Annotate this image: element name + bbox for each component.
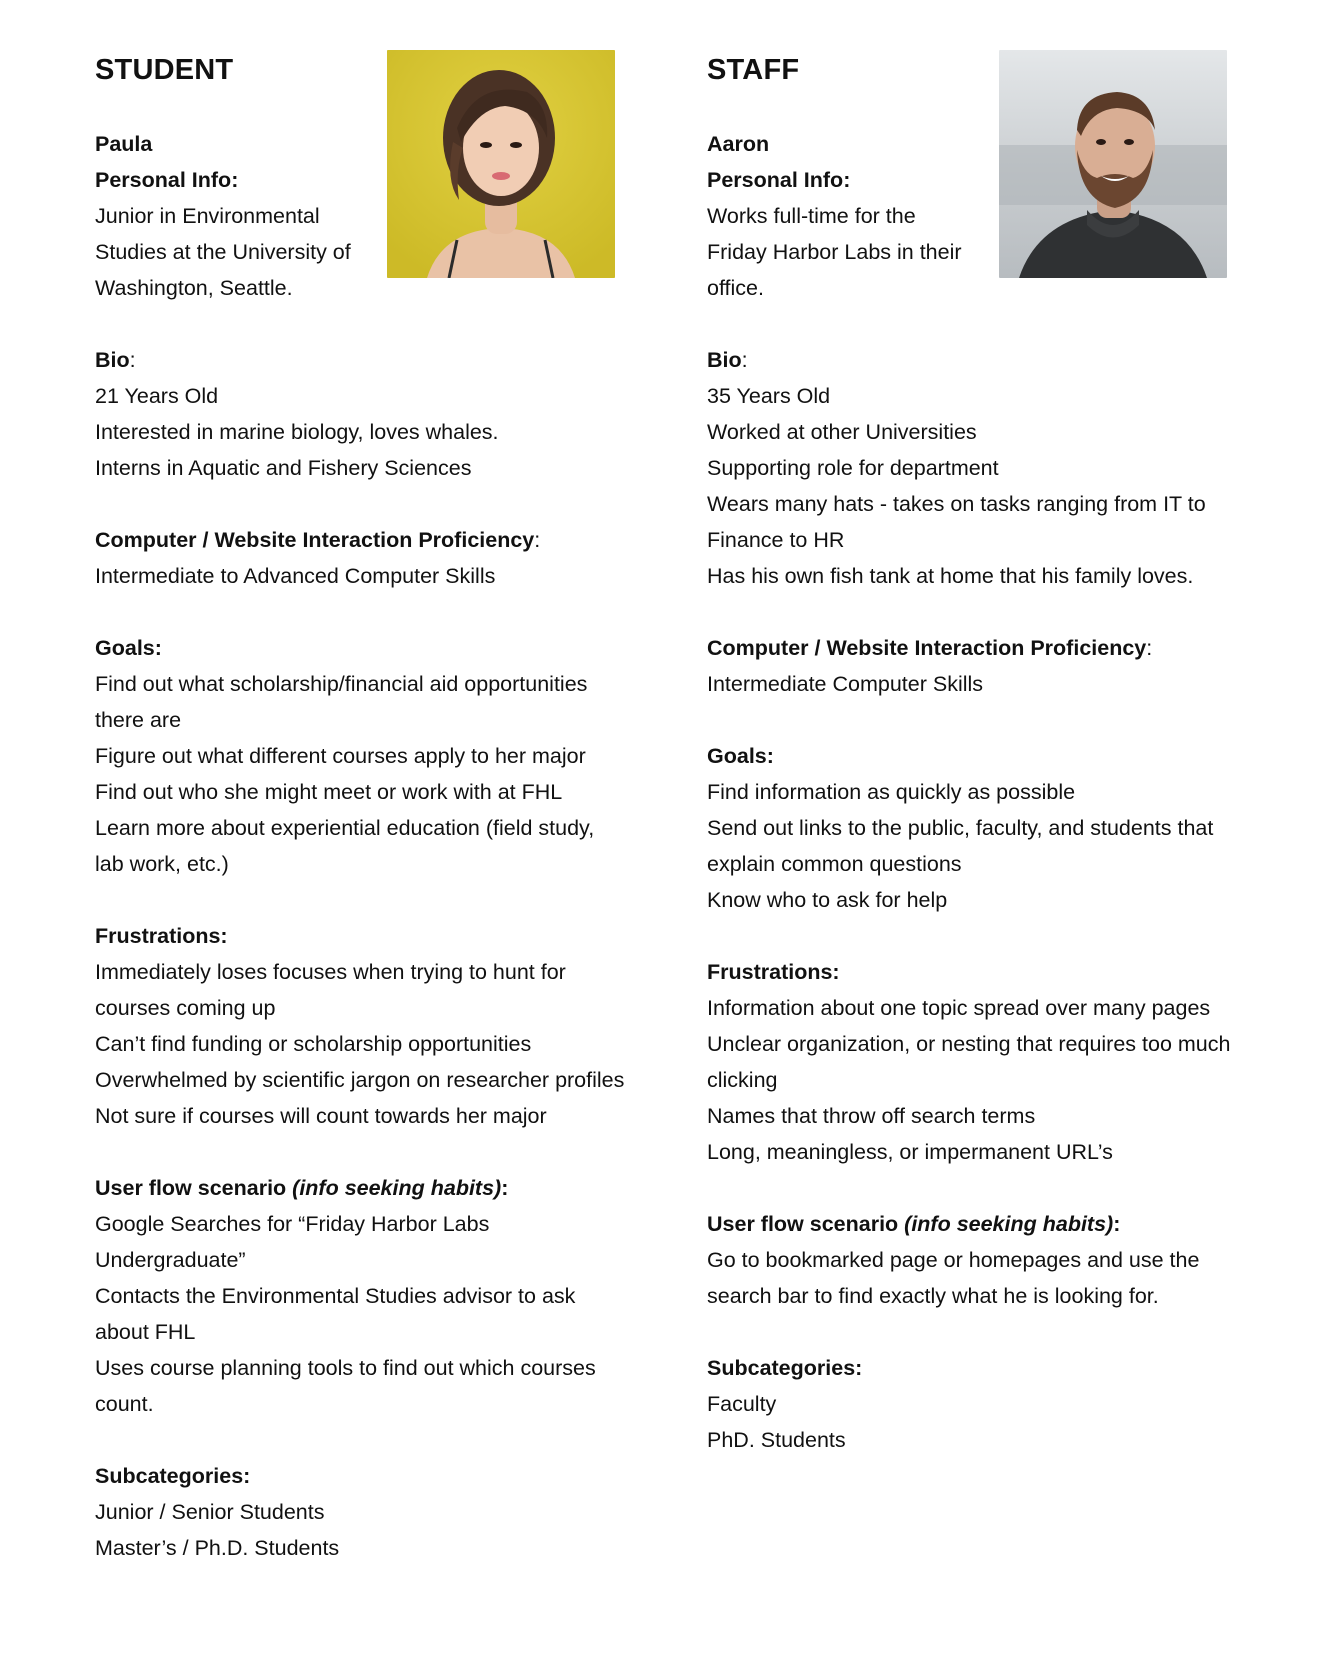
goals-line: there are bbox=[95, 708, 182, 732]
portrait-photo-icon bbox=[387, 50, 615, 278]
frustrations-line: Immediately loses focuses when trying to hunt for bbox=[95, 960, 566, 984]
proficiency-label: Computer / Website Interaction Proficiency bbox=[95, 528, 535, 552]
subcategories-line: Master’s / Ph.D. Students bbox=[95, 1536, 340, 1560]
staff-persona bbox=[707, 50, 1247, 1458]
goals-label: Goals: bbox=[95, 636, 162, 660]
personal-info-line: Washington, Seattle. bbox=[95, 276, 293, 300]
subcategories-label: Subcategories: bbox=[95, 1464, 251, 1488]
frustrations-line: Information about one topic spread over many pages bbox=[707, 996, 1211, 1020]
goals-line: Figure out what different courses apply to her major bbox=[95, 744, 586, 768]
goals-line: lab work, etc.) bbox=[95, 852, 229, 876]
userflow-line: Undergraduate” bbox=[95, 1248, 246, 1272]
userflow-label-italic: (info seeking habits) bbox=[904, 1212, 1114, 1236]
bio-line: Interns in Aquatic and Fishery Sciences bbox=[95, 456, 472, 480]
bio-label: Bio bbox=[707, 348, 742, 372]
student-photo bbox=[387, 50, 615, 278]
personal-info-line: Friday Harbor Labs in their bbox=[707, 240, 962, 264]
bio-heading: Bio: bbox=[707, 348, 748, 372]
frustrations-line: Unclear organization, or nesting that requires too much bbox=[707, 1032, 1231, 1056]
userflow-heading: User flow scenario (info seeking habits): bbox=[95, 1176, 509, 1200]
bio-label: Bio bbox=[95, 348, 130, 372]
persona-title: STUDENT bbox=[95, 54, 234, 86]
proficiency-line: Intermediate Computer Skills bbox=[707, 672, 984, 696]
userflow-label: User flow scenario bbox=[95, 1176, 293, 1200]
frustrations-line: Names that throw off search terms bbox=[707, 1104, 1036, 1128]
bio-heading: Bio: bbox=[95, 348, 136, 372]
bio-line: Interested in marine biology, loves whales. bbox=[95, 420, 499, 444]
goals-line: Find out who she might meet or work with at FHL bbox=[95, 780, 563, 804]
goals-line: Find information as quickly as possible bbox=[707, 780, 1076, 804]
subcategories-label: Subcategories: bbox=[707, 1356, 863, 1380]
persona-title: STAFF bbox=[707, 54, 800, 86]
subcategories-line: Faculty bbox=[707, 1392, 777, 1416]
bio-line: Finance to HR bbox=[707, 528, 845, 552]
userflow-line: count. bbox=[95, 1392, 154, 1416]
bio-line: Worked at other Universities bbox=[707, 420, 977, 444]
userflow-line: Google Searches for “Friday Harbor Labs bbox=[95, 1212, 490, 1236]
goals-line: explain common questions bbox=[707, 852, 962, 876]
personal-info-line: office. bbox=[707, 276, 764, 300]
proficiency-line: Intermediate to Advanced Computer Skills bbox=[95, 564, 496, 588]
personal-info-label: Personal Info: bbox=[707, 168, 851, 192]
userflow-line: Go to bookmarked page or homepages and use the bbox=[707, 1248, 1200, 1272]
proficiency-label: Computer / Website Interaction Proficiency bbox=[707, 636, 1147, 660]
goals-line: Learn more about experiential education (field study, bbox=[95, 816, 595, 840]
frustrations-line: Not sure if courses will count towards her major bbox=[95, 1104, 547, 1128]
goals-line: Send out links to the public, faculty, and students that bbox=[707, 816, 1214, 840]
userflow-line: Uses course planning tools to find out which courses bbox=[95, 1356, 596, 1380]
student-persona bbox=[95, 50, 635, 1566]
frustrations-label: Frustrations: bbox=[95, 924, 228, 948]
personal-info-line: Works full-time for the bbox=[707, 204, 916, 228]
bio-line: 35 Years Old bbox=[707, 384, 831, 408]
portrait-photo-icon bbox=[999, 50, 1227, 278]
frustrations-line: Long, meaningless, or impermanent URL’s bbox=[707, 1140, 1113, 1164]
userflow-heading: User flow scenario (info seeking habits): bbox=[707, 1212, 1121, 1236]
subcategories-line: PhD. Students bbox=[707, 1428, 846, 1452]
userflow-label: User flow scenario bbox=[707, 1212, 905, 1236]
subcategories-line: Junior / Senior Students bbox=[95, 1500, 325, 1524]
bio-line: Wears many hats - takes on tasks ranging from IT to bbox=[707, 492, 1206, 516]
personal-info-line: Junior in Environmental bbox=[95, 204, 320, 228]
bio-line: Has his own fish tank at home that his family loves. bbox=[707, 564, 1194, 588]
frustrations-line: clicking bbox=[707, 1068, 778, 1092]
frustrations-label: Frustrations: bbox=[707, 960, 840, 984]
staff-photo bbox=[999, 50, 1227, 278]
bio-line: 21 Years Old bbox=[95, 384, 219, 408]
userflow-line: search bar to find exactly what he is looking for. bbox=[707, 1284, 1159, 1308]
userflow-line: Contacts the Environmental Studies advisor to ask bbox=[95, 1284, 576, 1308]
userflow-line: about FHL bbox=[95, 1320, 196, 1344]
bio-line: Supporting role for department bbox=[707, 456, 999, 480]
proficiency-heading: Computer / Website Interaction Proficiency: bbox=[95, 528, 541, 552]
persona-name: Paula bbox=[95, 132, 153, 156]
frustrations-line: Can’t find funding or scholarship opportunities bbox=[95, 1032, 532, 1056]
goals-line: Find out what scholarship/financial aid opportunities bbox=[95, 672, 588, 696]
goals-label: Goals: bbox=[707, 744, 774, 768]
persona-name: Aaron bbox=[707, 132, 770, 156]
personal-info-line: Studies at the University of bbox=[95, 240, 351, 264]
proficiency-heading: Computer / Website Interaction Proficiency: bbox=[707, 636, 1153, 660]
personal-info-label: Personal Info: bbox=[95, 168, 239, 192]
frustrations-line: courses coming up bbox=[95, 996, 276, 1020]
userflow-label-italic: (info seeking habits) bbox=[292, 1176, 502, 1200]
goals-line: Know who to ask for help bbox=[707, 888, 948, 912]
frustrations-line: Overwhelmed by scientific jargon on researcher profiles bbox=[95, 1068, 625, 1092]
